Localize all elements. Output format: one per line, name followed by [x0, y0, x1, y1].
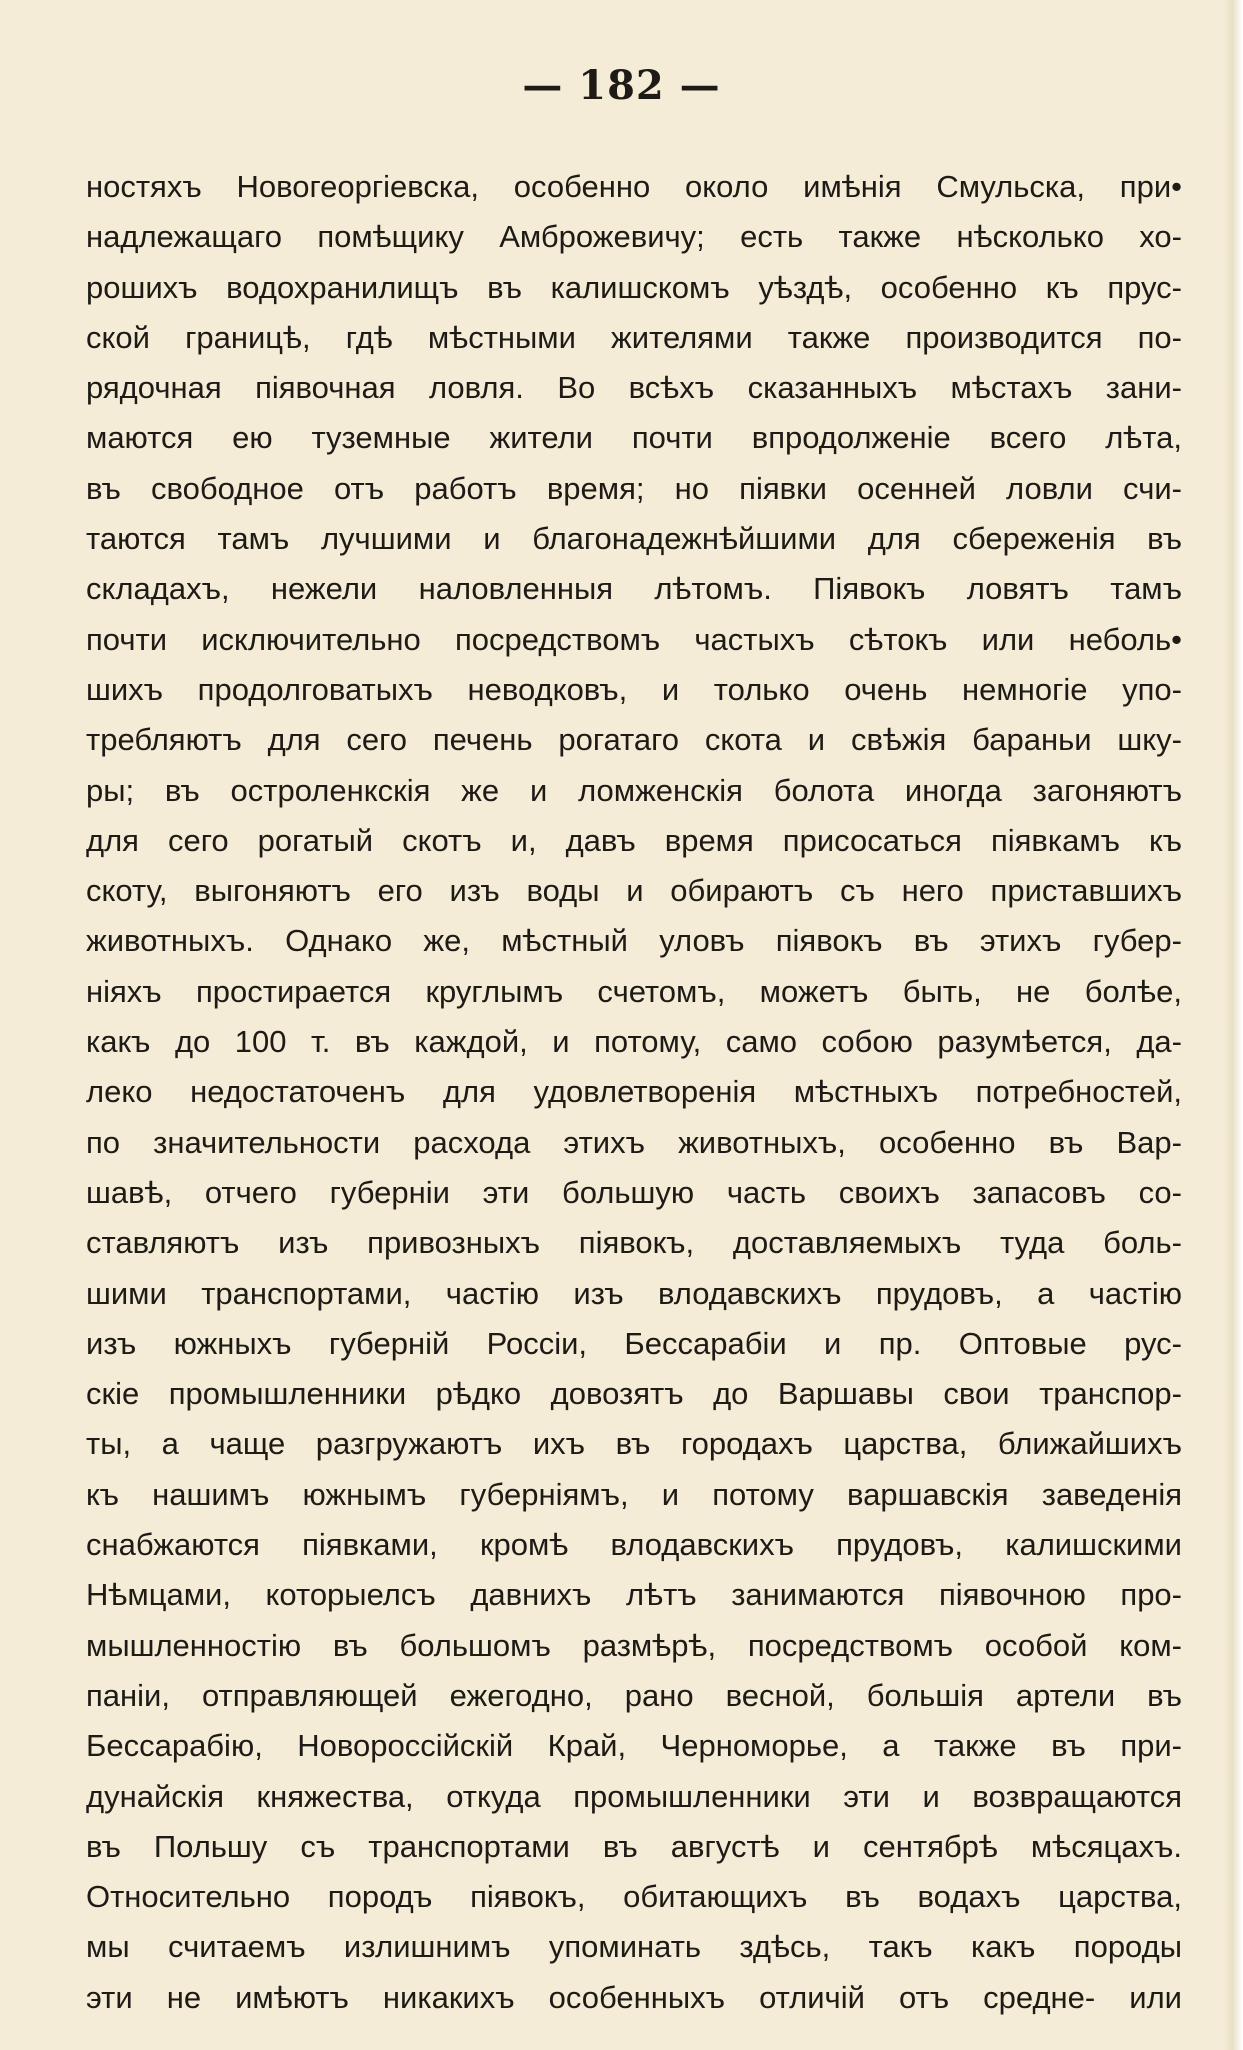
text-line: какъ до 100 т. въ каждой, и потому, само собою разумѣется, да-	[86, 1024, 1182, 1060]
text-line: надлежащаго помѣщику Амброжевичу; есть также нѣсколько хо-	[86, 219, 1182, 255]
text-line: почти исключительно посредствомъ частыхъ сѣтокъ или неболь•	[86, 621, 1182, 657]
text-line: Относительно породъ піявокъ, обитающихъ въ водахъ царства,	[86, 1879, 1182, 1915]
text-line: ты, а чаще разгружаютъ ихъ въ городахъ царства, ближайшихъ	[86, 1426, 1182, 1462]
text-line: въ свободное отъ работъ время; но піявки осенней ловли счи-	[86, 470, 1182, 506]
text-line: скіе промышленники рѣдко довозятъ до Варшавы свои транспор-	[86, 1376, 1182, 1412]
text-line: складахъ, нежели наловленныя лѣтомъ. Піявокъ ловятъ тамъ	[86, 571, 1182, 607]
text-line: ностяхъ Новогеоргіевска, особенно около имѣнія Смульска, при•	[86, 169, 1182, 204]
text-line: мы считаемъ излишнимъ упоминать здѣсь, такъ какъ породы	[86, 1929, 1182, 1965]
text-line: въ Польшу съ транспортами въ августѣ и сентябрѣ мѣсяцахъ.	[86, 1828, 1182, 1864]
text-line: ніяхъ простирается круглымъ счетомъ, можетъ быть, не болѣе,	[86, 973, 1182, 1009]
text-line: скоту, выгоняютъ его изъ воды и обираютъ съ него приставшихъ	[86, 873, 1182, 909]
text-line: Бессарабію, Новороссійскій Край, Черноморье, а также въ при-	[86, 1728, 1182, 1764]
text-line: по значительности расхода этихъ животныхъ, особенно въ Вар-	[86, 1124, 1182, 1160]
text-line: рядочная піявочная ловля. Во всѣхъ сказанныхъ мѣстахъ зани-	[86, 370, 1182, 406]
text-line: паніи, отправляющей ежегодно, рано весной, большія артели въ	[86, 1677, 1182, 1713]
text-line: животныхъ. Однако же, мѣстный уловъ піявокъ въ этихъ губер-	[86, 923, 1182, 959]
text-line: снабжаются піявками, кромѣ влодавскихъ прудовъ, калишскими	[86, 1527, 1182, 1563]
text-line: леко недостаточенъ для удовлетворенія мѣстныхъ потребностей,	[86, 1074, 1182, 1110]
text-line: шавѣ, отчего губерніи эти большую часть своихъ запасовъ со-	[86, 1174, 1182, 1210]
text-line: таются тамъ лучшими и благонадежнѣйшими для сбереженія въ	[86, 521, 1182, 557]
page-edge	[1225, 0, 1243, 2050]
text-line: къ нашимъ южнымъ губерніямъ, и потому варшавскія заведенія	[86, 1476, 1182, 1512]
text-line: маются ею туземные жители почти впродолженіе всего лѣта,	[86, 420, 1182, 456]
text-line: Нѣмцами, которыелсъ давнихъ лѣтъ занимаются піявочною про-	[86, 1577, 1182, 1613]
text-line: шихъ продолговатыхъ неводковъ, и только очень немногіе упо-	[86, 671, 1182, 707]
text-line: ской границѣ, гдѣ мѣстными жителями также производится по-	[86, 319, 1182, 355]
text-line: эти не имѣютъ никакихъ особенныхъ отличій отъ средне- или	[86, 1979, 1182, 2015]
text-line: мышленностію въ большомъ размѣрѣ, посредствомъ особой ком-	[86, 1627, 1182, 1663]
text-line: дунайскія княжества, откуда промышленники эти и возвращаются	[86, 1778, 1182, 1814]
text-line: рошихъ водохранилищъ въ калишскомъ уѣздѣ, особенно къ прус-	[86, 269, 1182, 305]
text-line: ры; въ остроленкскія же и ломженскія болота иногда загоняютъ	[86, 772, 1182, 808]
page-number: — 182 —	[522, 62, 721, 109]
body-text	[86, 162, 1182, 2023]
text-line: шими транспортами, частію изъ влодавскихъ прудовъ, а частію	[86, 1275, 1182, 1311]
text-line: требляютъ для сего печень рогатаго скота и свѣжія бараньи шку-	[86, 722, 1182, 758]
text-line: для сего рогатый скотъ и, давъ время присосаться піявкамъ къ	[86, 822, 1182, 858]
text-line: изъ южныхъ губерній Россіи, Бессарабіи и пр. Оптовые рус-	[86, 1325, 1182, 1361]
text-line: ставляютъ изъ привозныхъ піявокъ, доставляемыхъ туда боль-	[86, 1225, 1182, 1261]
